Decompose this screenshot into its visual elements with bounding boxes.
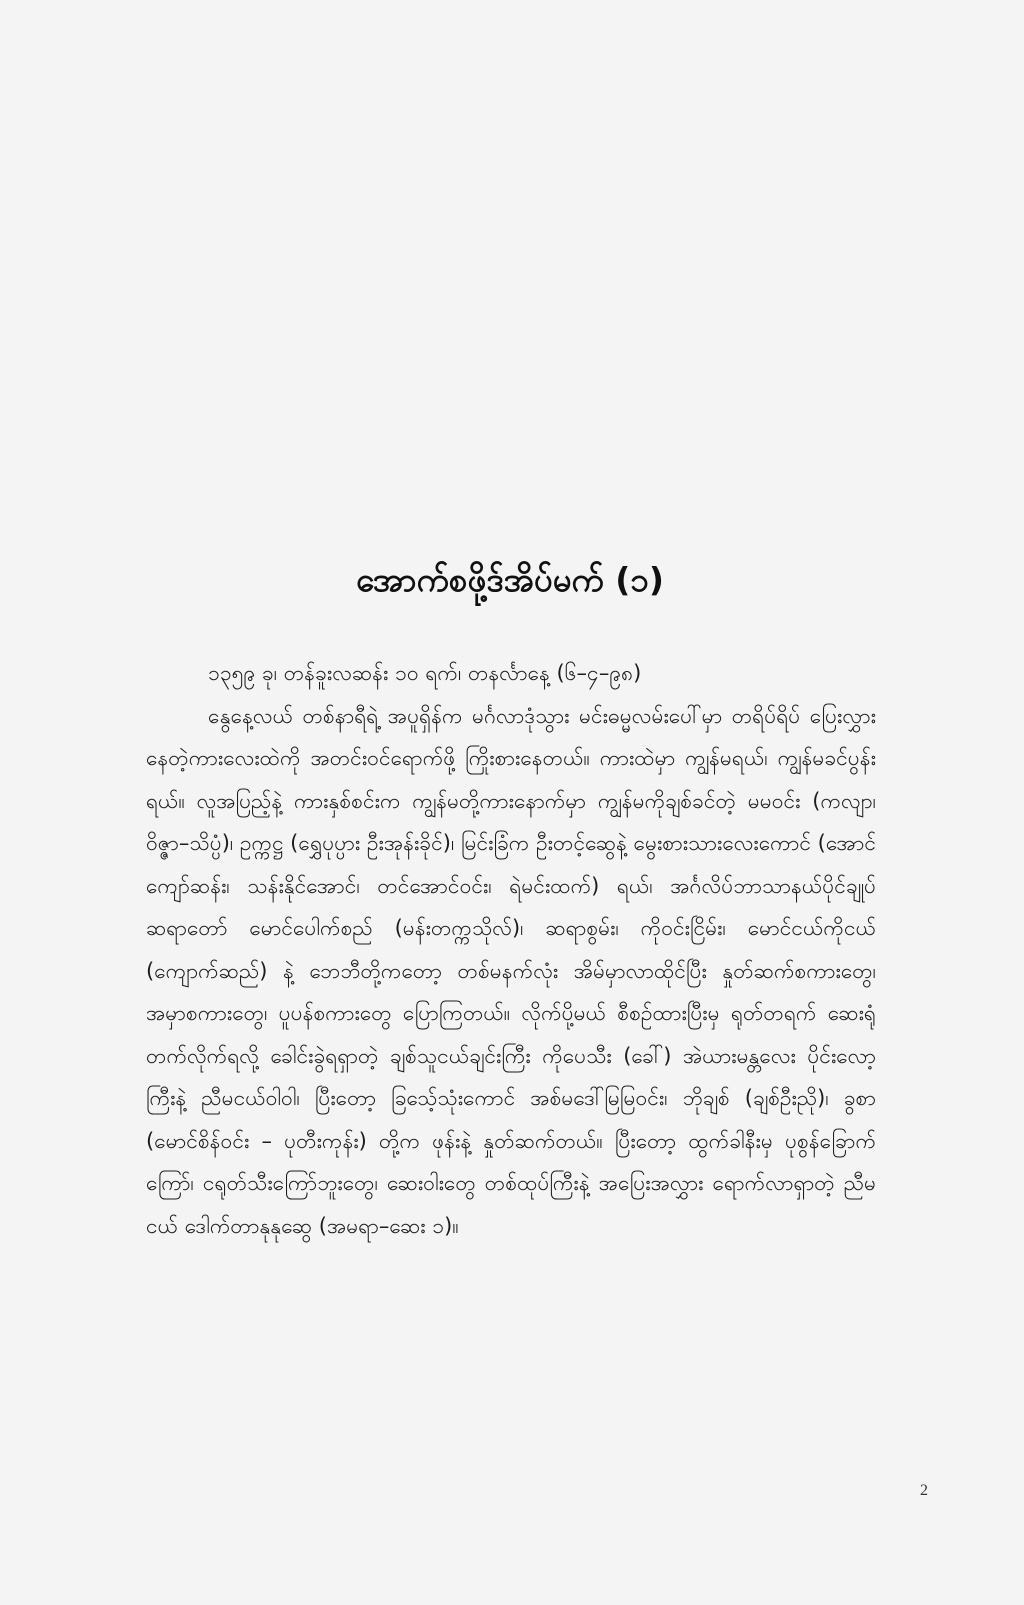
page-number: 2 bbox=[920, 1482, 928, 1499]
body-paragraph: နွေနေ့လယ် တစ်နာရီရဲ့ အပူရှိန်က မင်္ဂလာဒုံသွား မင်းဓမ္မလမ်းပေါ်မှာ တရိပ်ရိပ် ပြေးလွှားနေတဲ့ကားလေးထဲကို အတင်းဝင်ရောက်ဖို့ ကြိုးစားနေတယ်။ ကားထဲမှာ ကျွန်မရယ်၊ ကျွန်မခင်ပွန်းရယ်။ လူအပြည့်နဲ့ ကားနှစ်စင်းက ကျွန်မတို့ကားနောက်မှာ ကျွန်မကိုချစ်ခင်တဲ့ မမဝင်း (ကလျာ၊ ဝိဇ္ဇာ–သိပ္ပံ)၊ ဥက္ကဋ္ဌ (ရွှေပုပ္ပား ဦးအုန်းခိုင်)၊ မြင်းခြံက ဦးတင့်ဆွေနဲ့ မွေးစားသားလေးကောင် (အောင်ကျော်ဆန်း၊ သန်းနိုင်အောင်၊ တင်အောင်ဝင်း၊ ရဲမင်းထက်) ရယ်၊ အင်္ဂလိပ်ဘာသာနယ်ပိုင်ချုပ်ဆရာတော် မောင်ပေါက်စည် (မန်းတက္ကသိုလ်)၊ ဆရာစွမ်း၊ ကိုဝင်းငြိမ်း၊ မောင်ငယ်ကိုငယ် (ကျောက်ဆည်) နဲ့ ဘေဘီတို့ကတော့ တစ်မနက်လုံး အိမ်မှာလာထိုင်ပြီး နှုတ်ဆက်စကားတွေ၊ အမှာစကားတွေ၊ ပူပန်စကားတွေ ပြောကြတယ်။ လိုက်ပို့မယ် စီစဉ်ထားပြီးမှ ရုတ်တရက် ဆေးရုံတက်လိုက်ရလို့ ခေါင်းခွဲရရှာတဲ့ ချစ်သူငယ်ချင်းကြီး ကိုပေသီး (ခေါ်) အဲယားမန္တလေး ပိုင်းလော့ကြီးနဲ့ ညီမငယ်ဝါဝါ၊ ပြီးတော့ ခြသေ့်သုံးကောင် အစ်မဒေါ်မြမြဝင်း၊ ဘိုချစ် (ချစ်ဦးညို)၊ ခွစာ (မောင်စိန်ဝင်း – ပုတီးကုန်း) တို့က ဖုန်းနဲ့ နှုတ်ဆက်တယ်။ ပြီးတော့ ထွက်ခါနီးမှ ပုစွန်ခြောက်ကြော်၊ ငရုတ်သီးကြော်ဘူးတွေ၊ ဆေးဝါးတွေ တစ်ထုပ်ကြီးနဲ့ အပြေးအလွှား ရောက်လာရှာတဲ့ ညီမငယ် ဒေါက်တာနုနုဆွေ (အမရာ–ဆေး ၁)။ bbox=[146, 703, 876, 1238]
chapter-title: အောက်စဖို့ဒ်အိပ်မက် (၁) bbox=[356, 560, 664, 599]
dateline: ၁၃၅၉ ခု၊ တန်ခူးလဆန်း ၁၀ ရက်၊ တနင်္လာနေ့ (၆–၄–၉၈) bbox=[208, 661, 642, 685]
body-text bbox=[146, 652, 876, 1247]
